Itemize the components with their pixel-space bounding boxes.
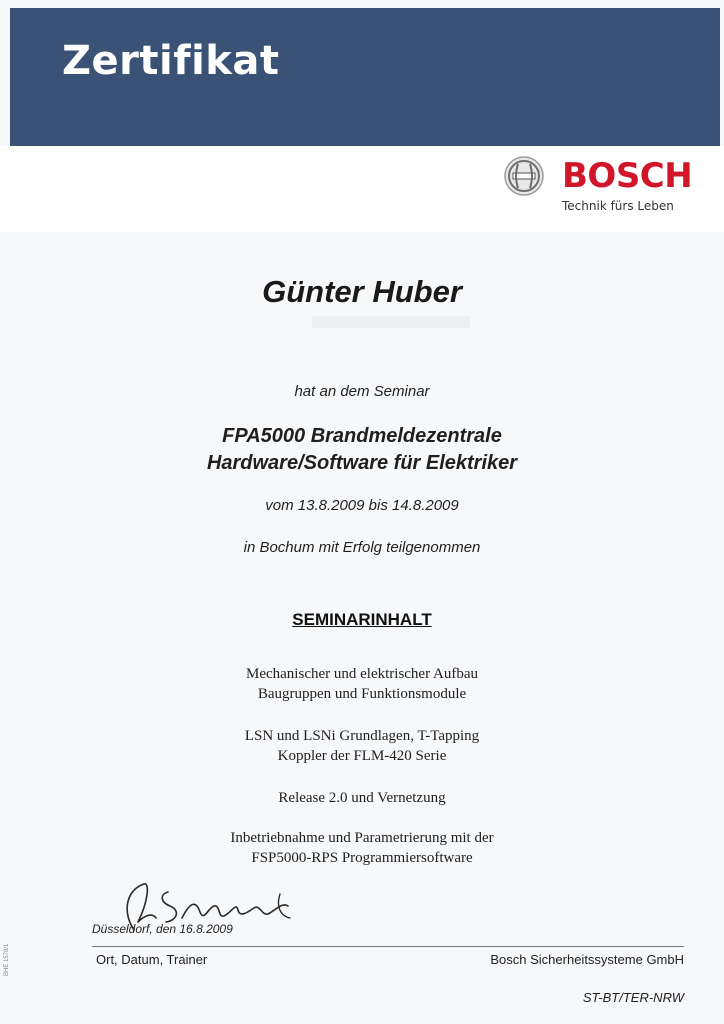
content-line: LSN und LSNi Grundlagen, T-Tapping	[244, 728, 480, 744]
redacted-area	[312, 316, 470, 328]
certificate-title: Zertifikat	[62, 38, 280, 84]
content-line: Mechanischer und elektrischer Aufbau	[246, 666, 478, 682]
brand-tagline: Technik fürs Leben	[562, 199, 674, 213]
course-title-line-1: FPA5000 Brandmeldezentrale	[222, 425, 502, 447]
issuing-company: Bosch Sicherheitssysteme GmbH	[490, 952, 684, 967]
signature-line	[92, 946, 684, 947]
department-code: ST-BT/TER-NRW	[582, 990, 684, 1005]
place-and-date: Düsseldorf, den 16.8.2009	[92, 922, 233, 936]
intro-text: hat an dem Seminar	[294, 383, 430, 400]
bosch-armature-icon	[504, 156, 544, 196]
content-line: Koppler der FLM-420 Serie	[277, 748, 447, 764]
place-date-trainer-label: Ort, Datum, Trainer	[96, 952, 208, 967]
seminar-dates: vom 13.8.2009 bis 14.8.2009	[265, 497, 459, 514]
recipient-name: Günter Huber	[262, 274, 462, 309]
contents-heading: SEMINARINHALT	[292, 610, 432, 629]
brand-wordmark: BOSCH	[562, 156, 693, 196]
content-line: Baugruppen und Funktionsmodule	[257, 686, 467, 702]
content-line: FSP5000-RPS Programmiersoftware	[251, 850, 473, 866]
content-line: Release 2.0 und Vernetzung	[278, 790, 446, 806]
course-title-line-2: Hardware/Software für Elektriker	[206, 452, 518, 474]
content-line: Inbetriebnahme und Parametrierung mit der	[230, 830, 494, 846]
seminar-outcome: in Bochum mit Erfolg teilgenommen	[243, 539, 481, 556]
form-code: BHE 1578/1	[4, 943, 10, 976]
header-band	[10, 8, 720, 146]
